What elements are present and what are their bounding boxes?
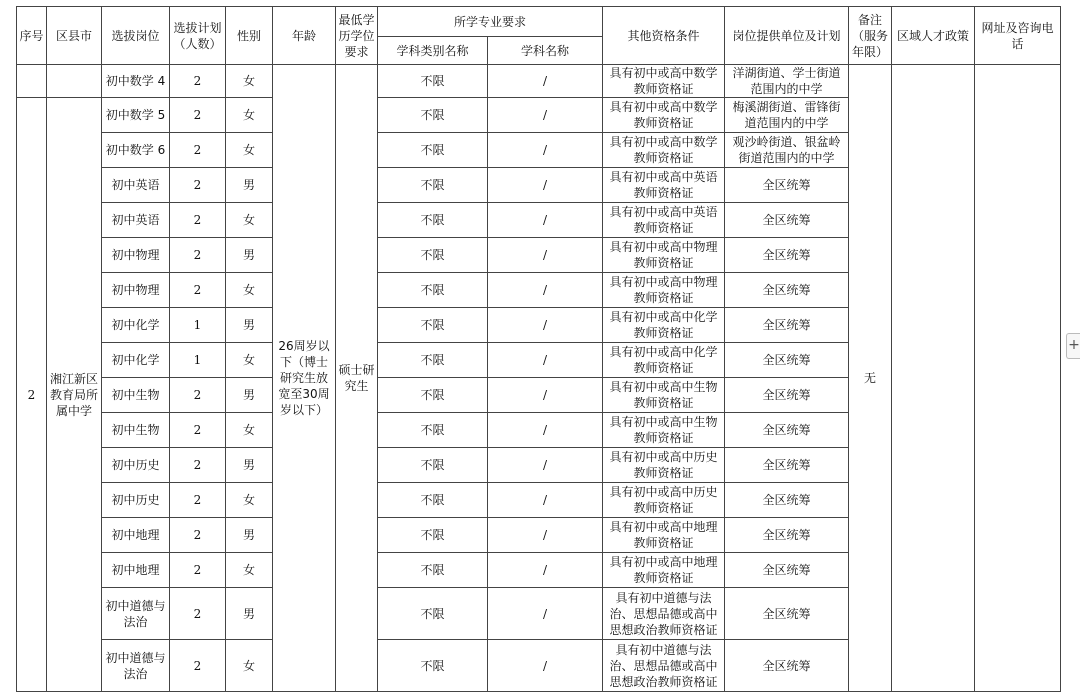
remark-cell: 无 [849,65,892,692]
other-qualification-cell: 具有初中或高中地理教师资格证 [603,518,725,553]
position-cell: 初中历史 [102,483,170,518]
plan-cell: 2 [170,98,226,133]
position-cell: 初中道德与法治 [102,640,170,692]
plan-cell: 2 [170,588,226,640]
major-name-cell: / [488,65,603,98]
position-cell: 初中地理 [102,518,170,553]
unit-cell: 全区统筹 [725,308,849,343]
plus-icon: + [1068,337,1080,353]
header-other: 其他资格条件 [603,7,725,65]
major-category-cell: 不限 [378,448,488,483]
unit-cell: 观沙岭街道、银盆岭街道范围内的中学 [725,133,849,168]
major-name-cell: / [488,273,603,308]
contact-cell [975,65,1061,692]
unit-cell: 全区统筹 [725,448,849,483]
major-category-cell: 不限 [378,483,488,518]
position-cell: 初中地理 [102,553,170,588]
other-qualification-cell: 具有初中或高中英语教师资格证 [603,203,725,238]
major-category-cell: 不限 [378,378,488,413]
position-cell: 初中化学 [102,343,170,378]
district-cell-empty [47,65,102,98]
major-category-cell: 不限 [378,588,488,640]
gender-cell: 男 [226,518,273,553]
gender-cell: 女 [226,65,273,98]
header-age: 年龄 [273,7,336,65]
seq-cell-empty [17,65,47,98]
major-category-cell: 不限 [378,168,488,203]
major-name-cell: / [488,378,603,413]
gender-cell: 女 [226,273,273,308]
major-name-cell: / [488,133,603,168]
position-cell: 初中生物 [102,413,170,448]
major-category-cell: 不限 [378,553,488,588]
major-name-cell: / [488,448,603,483]
recruitment-table [16,6,1061,692]
other-qualification-cell: 具有初中或高中英语教师资格证 [603,168,725,203]
unit-cell: 全区统筹 [725,640,849,692]
position-cell: 初中历史 [102,448,170,483]
plan-cell: 2 [170,133,226,168]
position-cell: 初中英语 [102,168,170,203]
gender-cell: 男 [226,168,273,203]
other-qualification-cell: 具有初中或高中生物教师资格证 [603,413,725,448]
gender-cell: 女 [226,640,273,692]
gender-cell: 女 [226,343,273,378]
header-gender: 性别 [226,7,273,65]
header-contact: 网址及咨询电话 [975,7,1061,65]
gender-cell: 男 [226,448,273,483]
header-major-name: 学科名称 [488,37,603,65]
degree-cell: 硕士研究生 [336,65,378,692]
position-cell: 初中数学 4 [102,65,170,98]
other-qualification-cell: 具有初中道德与法治、思想品德或高中思想政治教师资格证 [603,588,725,640]
major-name-cell: / [488,98,603,133]
other-qualification-cell: 具有初中或高中数学教师资格证 [603,133,725,168]
major-category-cell: 不限 [378,203,488,238]
header-position: 选拔岗位 [102,7,170,65]
position-cell: 初中道德与法治 [102,588,170,640]
major-category-cell: 不限 [378,518,488,553]
gender-cell: 女 [226,483,273,518]
major-name-cell: / [488,413,603,448]
expand-handle[interactable] [1066,333,1080,359]
other-qualification-cell: 具有初中或高中历史教师资格证 [603,483,725,518]
header-degree: 最低学历学位要求 [336,7,378,65]
plan-cell: 2 [170,65,226,98]
position-cell: 初中数学 6 [102,133,170,168]
other-qualification-cell: 具有初中或高中数学教师资格证 [603,65,725,98]
position-cell: 初中物理 [102,273,170,308]
plan-cell: 2 [170,640,226,692]
header-plan: 选拔计划（人数） [170,7,226,65]
unit-cell: 全区统筹 [725,413,849,448]
other-qualification-cell: 具有初中或高中地理教师资格证 [603,553,725,588]
header-seq: 序号 [17,7,47,65]
plan-cell: 2 [170,553,226,588]
age-cell: 26周岁以下（博士研究生放宽至30周岁以下） [273,65,336,692]
gender-cell: 女 [226,413,273,448]
plan-cell: 2 [170,203,226,238]
major-name-cell: / [488,588,603,640]
unit-cell: 全区统筹 [725,483,849,518]
major-name-cell: / [488,483,603,518]
other-qualification-cell: 具有初中或高中历史教师资格证 [603,448,725,483]
major-name-cell: / [488,168,603,203]
gender-cell: 女 [226,203,273,238]
major-name-cell: / [488,238,603,273]
header-major-group: 所学专业要求 [378,7,603,37]
gender-cell: 男 [226,588,273,640]
major-name-cell: / [488,308,603,343]
other-qualification-cell: 具有初中或高中物理教师资格证 [603,273,725,308]
header-district: 区县市 [47,7,102,65]
gender-cell: 男 [226,378,273,413]
header-remark: 备注（服务年限） [849,7,892,65]
major-category-cell: 不限 [378,98,488,133]
position-cell: 初中化学 [102,308,170,343]
table-row [17,65,1061,98]
major-name-cell: / [488,640,603,692]
major-name-cell: / [488,518,603,553]
unit-cell: 全区统筹 [725,588,849,640]
plan-cell: 1 [170,308,226,343]
major-name-cell: / [488,203,603,238]
position-cell: 初中英语 [102,203,170,238]
plan-cell: 1 [170,343,226,378]
gender-cell: 女 [226,98,273,133]
major-category-cell: 不限 [378,343,488,378]
unit-cell: 全区统筹 [725,273,849,308]
major-name-cell: / [488,343,603,378]
seq-cell: 2 [17,98,47,692]
gender-cell: 女 [226,133,273,168]
major-category-cell: 不限 [378,65,488,98]
other-qualification-cell: 具有初中道德与法治、思想品德或高中思想政治教师资格证 [603,640,725,692]
major-category-cell: 不限 [378,238,488,273]
major-category-cell: 不限 [378,640,488,692]
unit-cell: 洋湖街道、学士街道范围内的中学 [725,65,849,98]
gender-cell: 男 [226,238,273,273]
other-qualification-cell: 具有初中或高中生物教师资格证 [603,378,725,413]
major-category-cell: 不限 [378,413,488,448]
position-cell: 初中物理 [102,238,170,273]
plan-cell: 2 [170,273,226,308]
unit-cell: 全区统筹 [725,553,849,588]
major-category-cell: 不限 [378,273,488,308]
unit-cell: 全区统筹 [725,203,849,238]
plan-cell: 2 [170,483,226,518]
other-qualification-cell: 具有初中或高中化学教师资格证 [603,308,725,343]
other-qualification-cell: 具有初中或高中化学教师资格证 [603,343,725,378]
unit-cell: 梅溪湖街道、雷锋街道范围内的中学 [725,98,849,133]
plan-cell: 2 [170,378,226,413]
plan-cell: 2 [170,518,226,553]
unit-cell: 全区统筹 [725,518,849,553]
unit-cell: 全区统筹 [725,168,849,203]
table-body [17,65,1061,692]
plan-cell: 2 [170,168,226,203]
gender-cell: 男 [226,308,273,343]
other-qualification-cell: 具有初中或高中数学教师资格证 [603,98,725,133]
plan-cell: 2 [170,448,226,483]
plan-cell: 2 [170,413,226,448]
other-qualification-cell: 具有初中或高中物理教师资格证 [603,238,725,273]
policy-cell [892,65,975,692]
unit-cell: 全区统筹 [725,238,849,273]
position-cell: 初中数学 5 [102,98,170,133]
header-major-category: 学科类别名称 [378,37,488,65]
major-category-cell: 不限 [378,308,488,343]
unit-cell: 全区统筹 [725,343,849,378]
header-unit: 岗位提供单位及计划 [725,7,849,65]
gender-cell: 女 [226,553,273,588]
position-cell: 初中生物 [102,378,170,413]
district-cell: 湘江新区教育局所属中学 [47,98,102,692]
major-category-cell: 不限 [378,133,488,168]
major-name-cell: / [488,553,603,588]
header-policy: 区域人才政策 [892,7,975,65]
plan-cell: 2 [170,238,226,273]
unit-cell: 全区统筹 [725,378,849,413]
